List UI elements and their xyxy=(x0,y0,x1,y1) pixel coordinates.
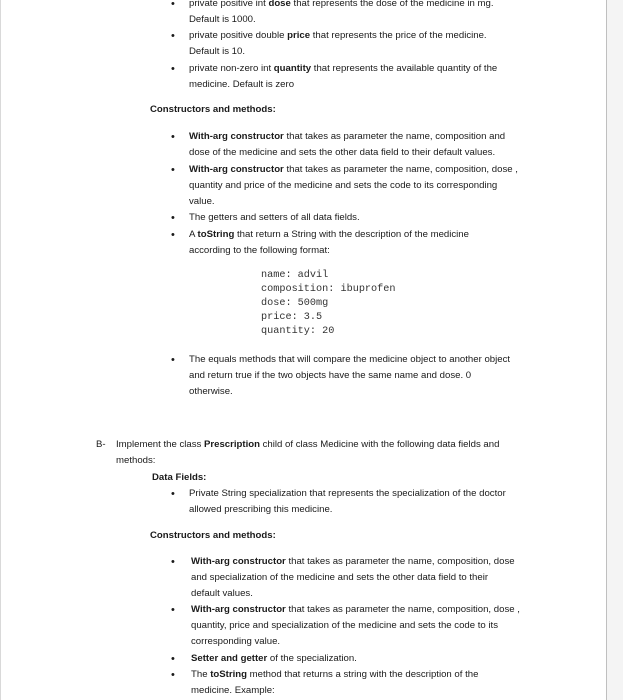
bullet-icon: • xyxy=(171,556,175,568)
list-item-tostring: • A toString that return a String with the description of the medicine according to the following format: xyxy=(171,229,469,256)
list-item-getters-setters: • The getters and setters of all data fields. xyxy=(171,212,360,224)
list-item-dose: • private positive int dose that represents the dose of the medicine in mg. Default is 1000. xyxy=(189,0,561,28)
bullet-icon: • xyxy=(171,669,175,681)
bullet-icon: • xyxy=(171,63,175,75)
constructors-heading-b: Constructors and methods: xyxy=(150,530,276,541)
bullet-icon: • xyxy=(171,164,175,176)
list-item-quantity: • private non-zero int quantity that represents the available quantity of the medicine. Default is zero xyxy=(171,63,498,90)
bullet-icon: • xyxy=(171,354,175,366)
bullet-icon: • xyxy=(171,131,175,143)
format-example-block xyxy=(261,269,396,339)
constructors-heading: Constructors and methods: xyxy=(150,104,276,115)
list-item-b-constructor-1: • With-arg constructor that takes as parameter the name, composition, dose and specialization of the medicine and sets the other data field to their default values. xyxy=(171,556,515,599)
bullet-icon: • xyxy=(171,488,175,500)
bullet-icon: • xyxy=(171,30,175,42)
list-item-b-setter-getter: • Setter and getter of the specialization. xyxy=(171,653,357,665)
list-item-specialization: • Private String specialization that represents the specialization of the doctor allowed prescribing this medicine. xyxy=(171,488,506,515)
bullet-icon: • xyxy=(171,604,175,616)
bullet-icon: • xyxy=(171,653,175,665)
bullet-icon: • xyxy=(171,0,175,10)
section-b-label: B- xyxy=(96,439,106,450)
page-left-edge xyxy=(0,0,1,700)
data-fields-heading: Data Fields: xyxy=(152,472,207,483)
window-gutter xyxy=(607,0,623,700)
list-item-equals: • The equals methods that will compare the medicine object to another object and return true if the two objects have the same name and dose. 0 otherwise. xyxy=(171,354,511,397)
list-item-constructor-2: • With-arg constructor that takes as parameter the name, composition, dose , quantity and price of the medicine and sets the code to its corresponding value. xyxy=(171,164,518,207)
code-line: price: 3.5 xyxy=(261,312,323,323)
code-line: dose: 500mg xyxy=(261,298,329,309)
list-item-b-constructor-2: • With-arg constructor that takes as parameter the name, composition, dose , quantity, price and specialization of the medicine and sets the code to its corresponding value. xyxy=(171,604,520,647)
code-line: composition: ibuprofen xyxy=(261,284,396,295)
section-b-text: Implement the class Prescription child of class Medicine with the following data fields and methods: xyxy=(116,439,500,466)
code-line: name: advil xyxy=(261,270,329,281)
bullet-icon: • xyxy=(171,212,175,224)
code-line: quantity: 20 xyxy=(261,326,335,337)
list-item-b-tostring: • The toString method that returns a string with the description of the medicine. Example: xyxy=(171,669,479,696)
list-item-constructor-1: • With-arg constructor that takes as parameter the name, composition and dose of the medicine and sets the other data field to their default values. xyxy=(171,131,506,158)
list-item-price: • private positive double price that represents the price of the medicine. Default is 10. xyxy=(171,30,487,57)
bullet-icon: • xyxy=(171,229,175,241)
